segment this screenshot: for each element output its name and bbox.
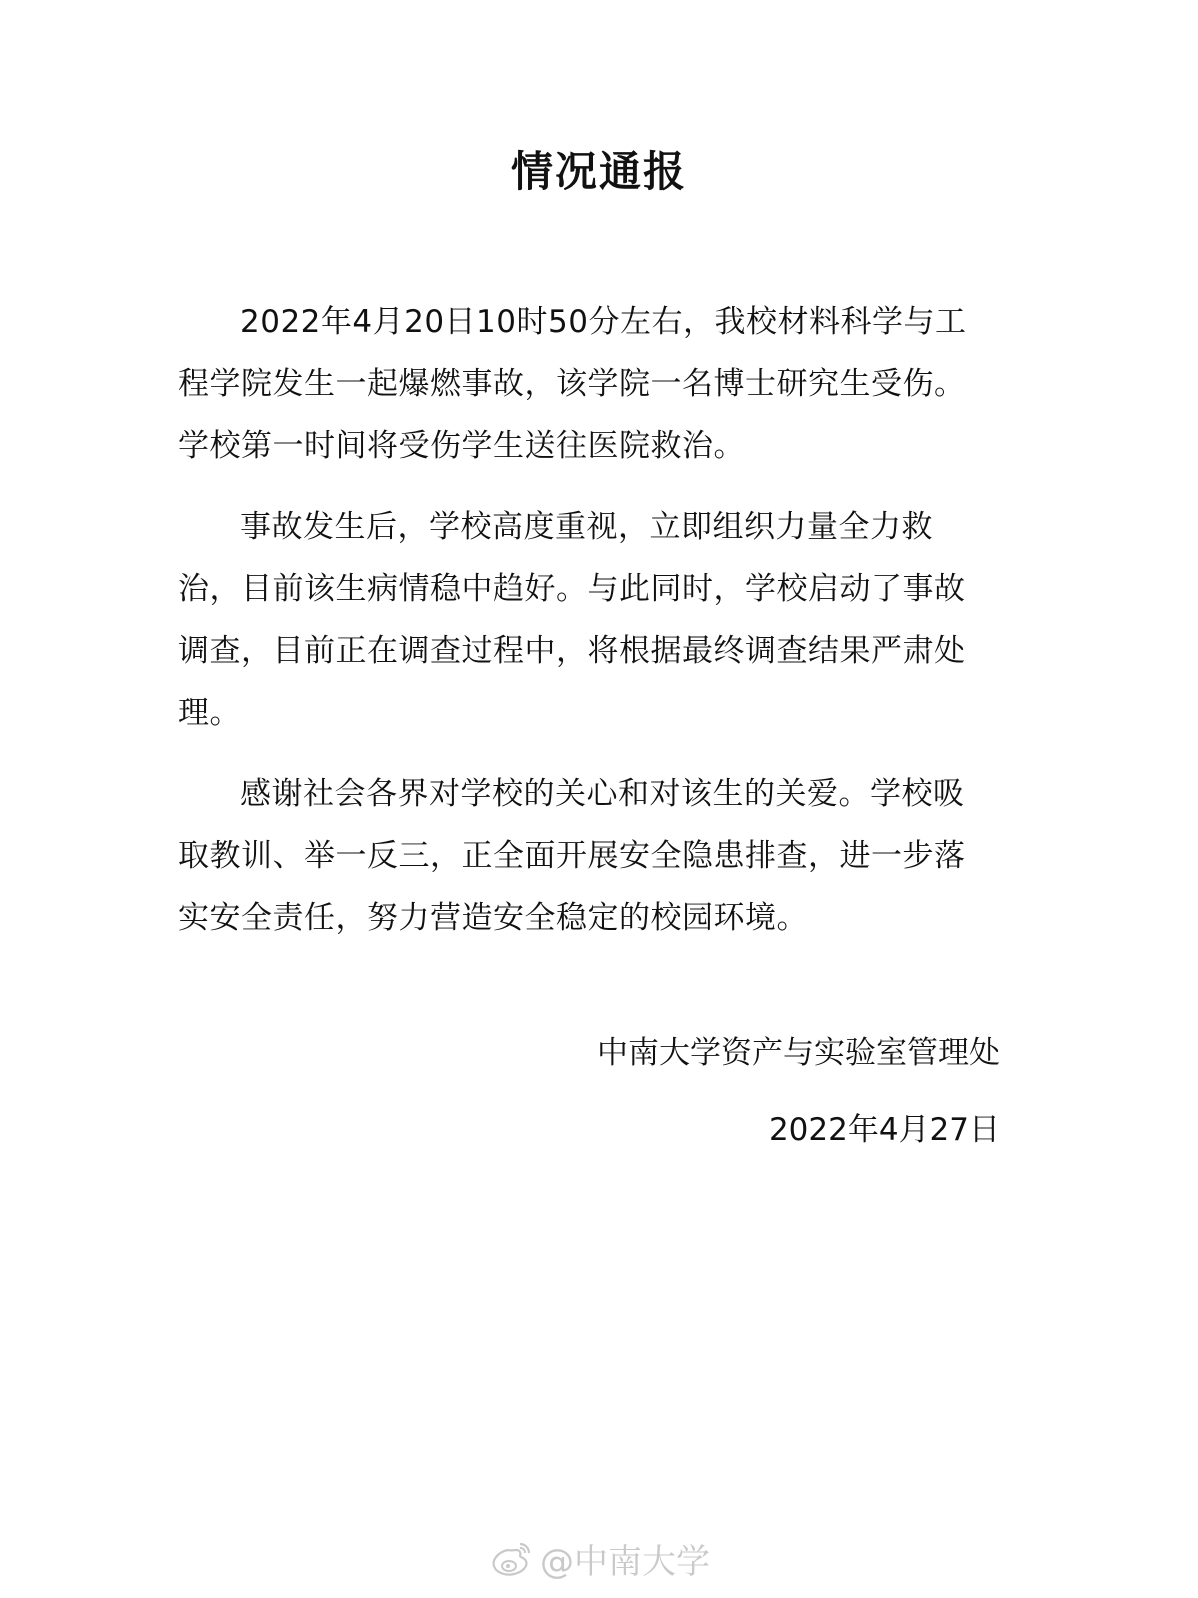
document-title: 情况通报 xyxy=(510,147,687,196)
paragraph-1: 2022年4月20日10时50分左右，我校材料科学与工程学院发生一起爆燃事故，该学院一名博士研究生受伤。学校第一时间将受伤学生送往医院救治。 xyxy=(178,304,967,464)
paragraph-2: 事故发生后，学校高度重视，立即组织力量全力救治，目前该生病情稳中趋好。与此同时，学校启动了事故调查，目前正在调查过程中，将根据最终调查结果严肃处理。 xyxy=(178,509,966,731)
issuer-signature: 中南大学资产与实验室管理处 xyxy=(597,1035,1000,1071)
paragraph-3: 感谢社会各界对学校的关心和对该生的关爱。学校吸取教训、举一反三，正全面开展安全隐患排查，进一步落实安全责任，努力营造安全稳定的校园环境。 xyxy=(178,776,966,936)
document-body xyxy=(178,291,978,968)
issue-date: 2022年4月27日 xyxy=(768,1112,1000,1148)
weibo-icon xyxy=(490,1538,534,1578)
watermark-text: @中南大学 xyxy=(540,1541,710,1582)
weibo-watermark xyxy=(490,1530,710,1586)
